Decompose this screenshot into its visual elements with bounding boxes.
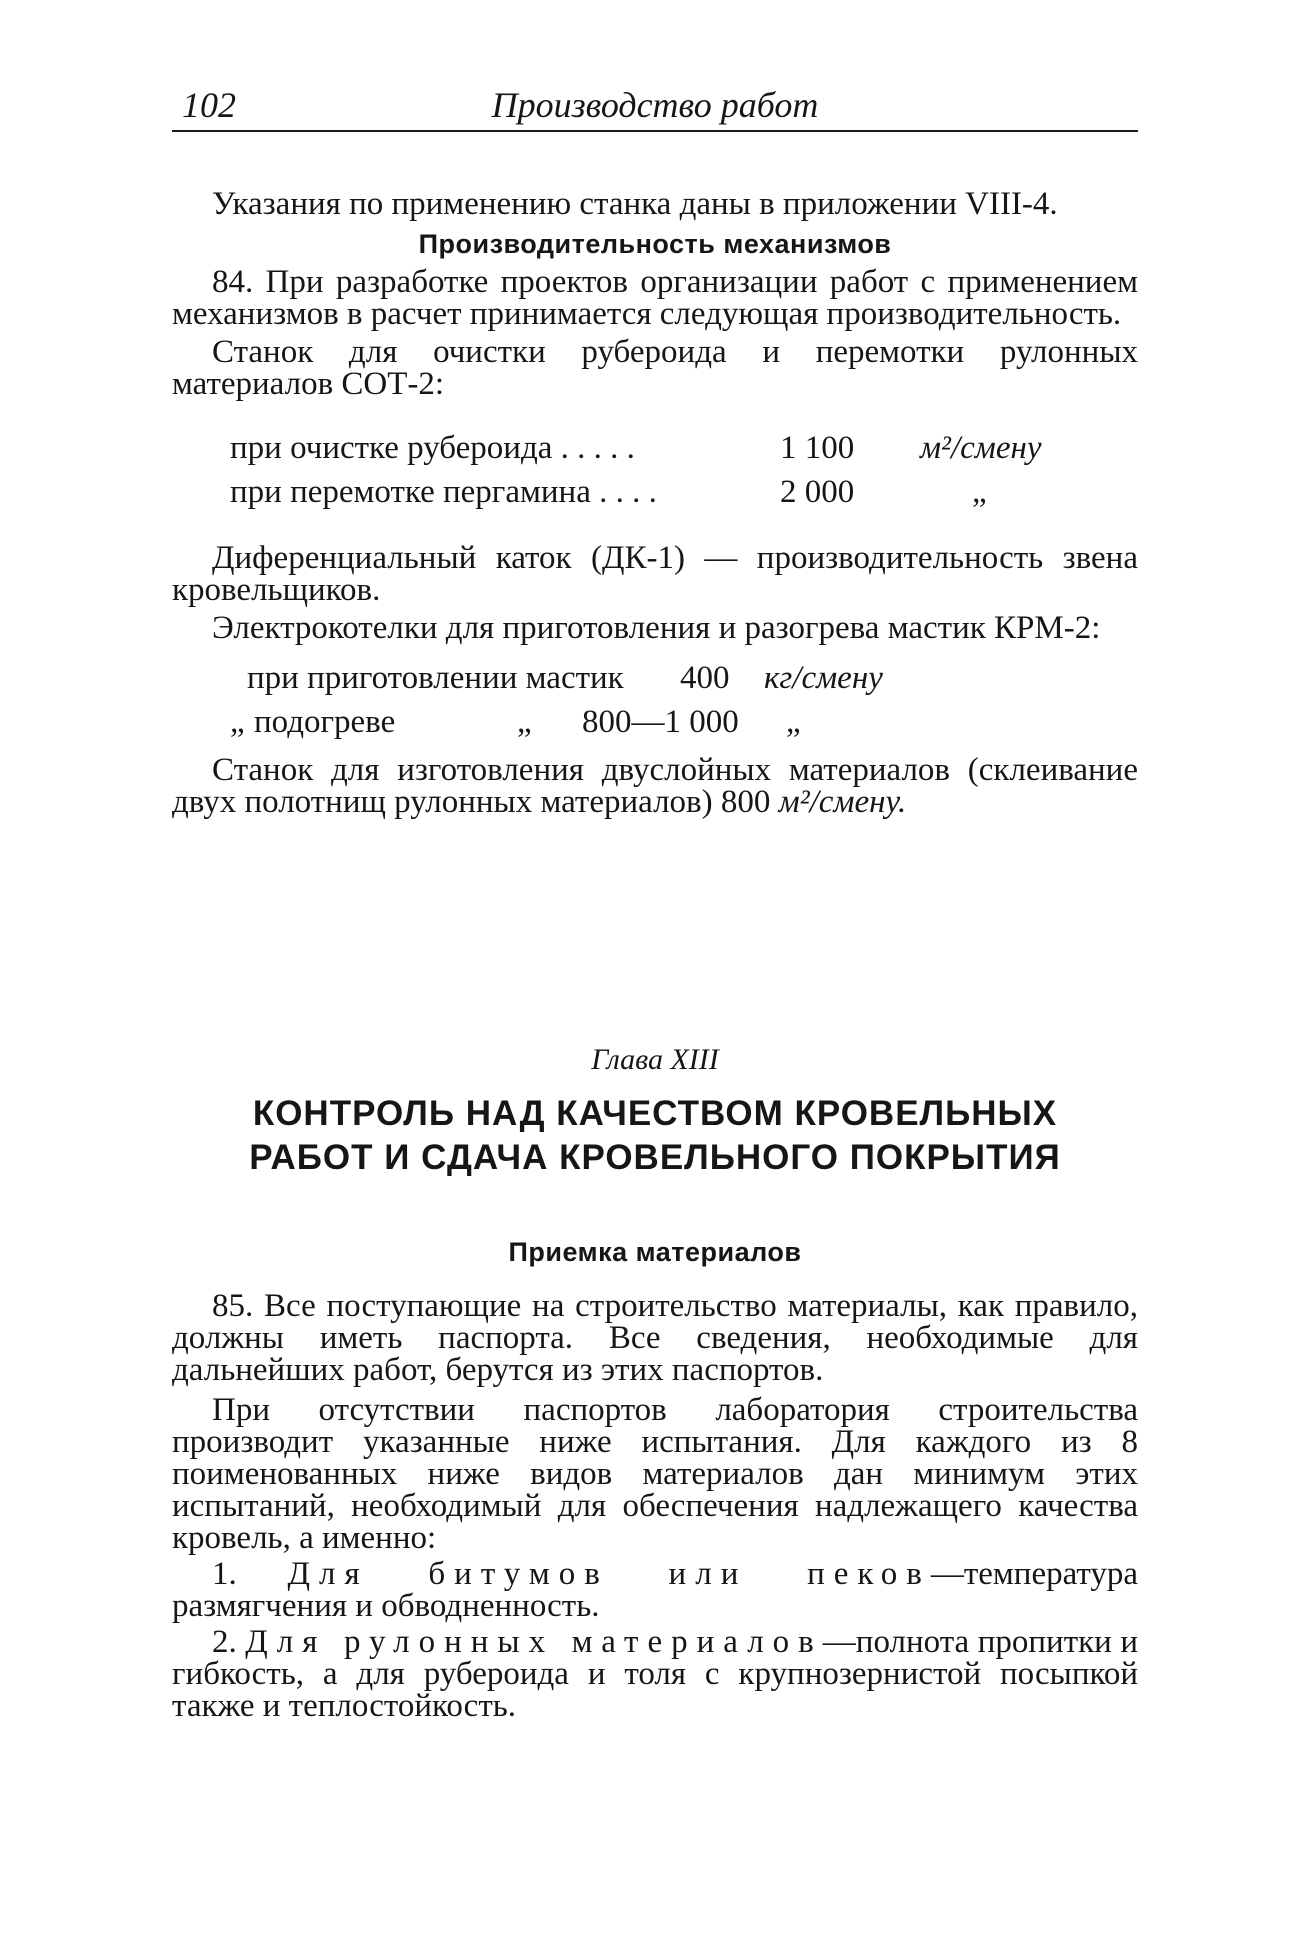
- sot2-spec-list: [172, 430, 1138, 518]
- two-layer-paragraph: [172, 754, 1138, 818]
- two-layer-text: Станок для изготовления двуслойных материалов (склеивание двух полотнищ рулонных материалов): [172, 752, 1138, 820]
- section-heading-productivity: Производительность механизмов: [418, 229, 892, 259]
- spec-value: 800—1 000: [582, 704, 739, 740]
- spec-value: 1 100: [780, 430, 855, 466]
- paragraph-84: 84. При разработке проектов организации работ с применением механизмов в расчет принимается следующая производительность.: [172, 264, 1138, 332]
- chapter-title-line-1: КОНТРОЛЬ НАД КАЧЕСТВОМ КРОВЕЛЬНЫХ: [252, 1094, 1058, 1133]
- krm2-row: [172, 704, 1138, 748]
- chapter-label: Глава XIII: [591, 1043, 719, 1076]
- item-number: 1.: [212, 1556, 237, 1592]
- spec-ditto: „: [230, 704, 245, 740]
- krm2-intro: Электрокотелки для приготовления и разогрева мастик КРМ-2:: [212, 610, 1101, 646]
- spec-unit: „: [972, 474, 987, 510]
- spec-label: при перемотке пергамина . . . .: [230, 474, 657, 510]
- intro-paragraph: Указания по применению станка даны в приложении VIII-4.: [212, 186, 1058, 222]
- sot2-row: [172, 474, 1138, 518]
- krm2-spec-list: [172, 660, 1138, 748]
- productivity-block: [172, 188, 1138, 818]
- item-number: 2.: [212, 1624, 237, 1660]
- dk1-paragraph: Диференциальный каток (ДК-1) — производительность звена кровельщиков.: [172, 540, 1138, 608]
- chapter-block: [172, 1042, 1138, 1180]
- running-title: Производство работ: [491, 85, 819, 125]
- sot2-intro: Станок для очистки рубероида и перемотки рулонных материалов СОТ-2:: [172, 334, 1138, 402]
- item-text: —полнота пропитки и гибкость, а для рубероида и толя с крупнозернистой посыпкой также и теплостойкость.: [172, 1624, 1139, 1724]
- item-text: —температура размягчения и обводненность.: [172, 1556, 1139, 1624]
- two-layer-unit: м²/смену.: [778, 784, 907, 820]
- running-head: [172, 80, 1138, 132]
- two-layer-value: 800: [720, 784, 771, 820]
- sot2-row: [172, 430, 1138, 474]
- spec-unit: „: [786, 704, 801, 740]
- spec-label: подогреве: [254, 704, 396, 740]
- spec-ditto: „: [517, 704, 532, 740]
- section-heading-acceptance: Приемка материалов: [508, 1237, 802, 1267]
- krm2-row: [172, 660, 1138, 704]
- chapter-title-line-2: РАБОТ И СДАЧА КРОВЕЛЬНОГО ПОКРЫТИЯ: [249, 1138, 1061, 1177]
- spec-label: при приготовлении мастик: [247, 660, 624, 696]
- spec-unit: кг/смену: [764, 660, 883, 696]
- tests-paragraph: При отсутствии паспортов лаборатория строительства производит указанные ниже испытания. Для каждого из 8 поименованных ниже видов материалов дан минимум этих испытаний, необходимый для обеспечения надлежащего качества кровель, а именно:: [172, 1392, 1138, 1556]
- list-item-1: [172, 1558, 1138, 1622]
- page-number: 102: [182, 85, 236, 125]
- spec-value: 2 000: [780, 474, 855, 510]
- spec-unit: м²/смену: [920, 430, 1042, 466]
- spec-value: 400: [680, 660, 730, 696]
- paragraph-85: 85. Все поступающие на строительство материалы, как правило, должны иметь паспорта. Все сведения, необходимые для дальнейших работ, берутся из этих паспортов.: [172, 1288, 1138, 1388]
- item-spaced-term: Для рулонных материалов: [245, 1624, 823, 1660]
- list-item-2: [172, 1626, 1138, 1722]
- item-spaced-term: Для битумов или пеков: [287, 1556, 931, 1592]
- spec-label: при очистке рубероида . . . . .: [230, 430, 635, 466]
- acceptance-block: [172, 1236, 1138, 1722]
